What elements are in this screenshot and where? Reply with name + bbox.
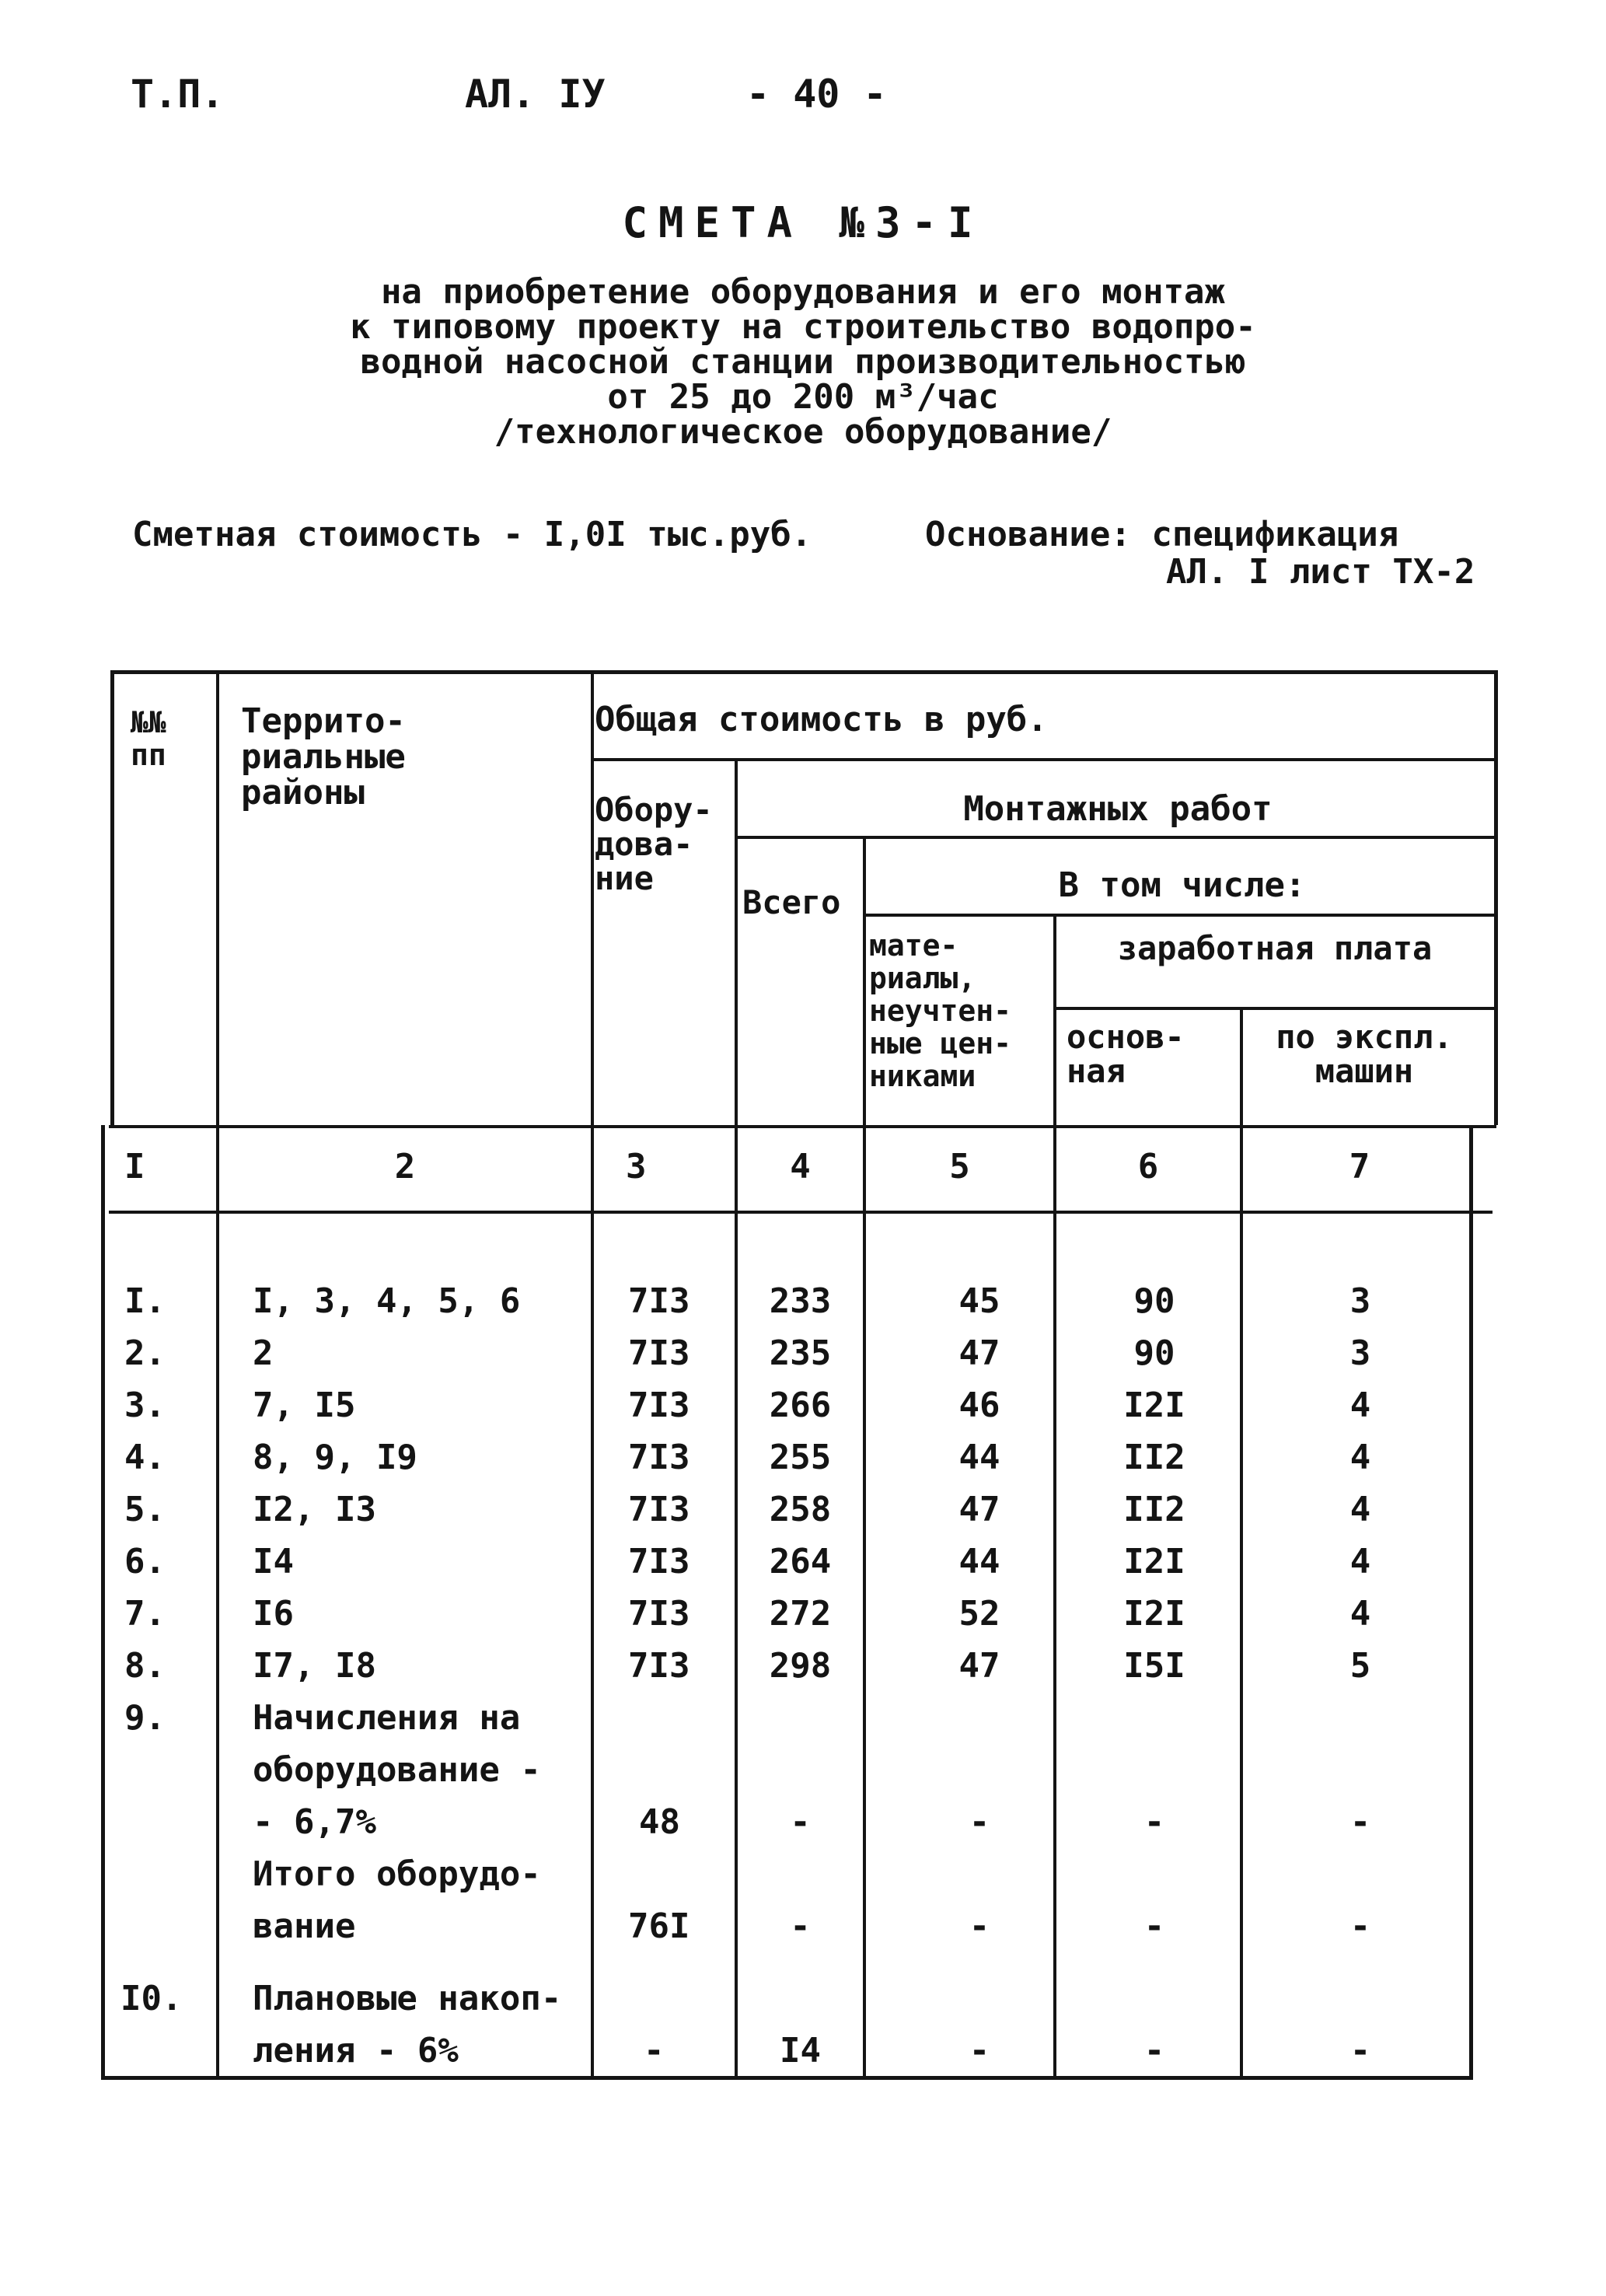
row-number: I. bbox=[124, 1281, 166, 1321]
dash-cell: - bbox=[1143, 2031, 1165, 2071]
row-materials: 45 bbox=[958, 1281, 1000, 1321]
row-region: 8, 9, I9 bbox=[253, 1438, 417, 1477]
col-header-materials: мате- риалы, неучтен- ные цен- никами bbox=[869, 928, 1012, 1093]
row-number: 3. bbox=[124, 1386, 166, 1425]
row-number: 4. bbox=[124, 1438, 166, 1477]
row-basic-wage: I2I bbox=[1123, 1542, 1185, 1581]
row-equipment: 7I3 bbox=[628, 1438, 690, 1477]
subtitle-line: /технологическое оборудование/ bbox=[494, 412, 1112, 452]
row-label-line: - 6,7% bbox=[253, 1802, 376, 1842]
row-materials: 44 bbox=[958, 1438, 1000, 1477]
row-equipment: 7I3 bbox=[628, 1333, 690, 1373]
row-equipment: 7I3 bbox=[628, 1646, 690, 1686]
dash-cell: - bbox=[969, 1802, 990, 1842]
row-machine-wage: 4 bbox=[1349, 1490, 1371, 1529]
row-materials: 47 bbox=[958, 1490, 1000, 1529]
col-header-machine-wage: по экспл. машин bbox=[1276, 1018, 1453, 1090]
row-machine-wage: 5 bbox=[1349, 1646, 1371, 1686]
col-header-total: Всего bbox=[742, 883, 841, 921]
row-basic-wage: II2 bbox=[1123, 1490, 1185, 1529]
basis-reference: АЛ. I лист ТХ-2 bbox=[1166, 552, 1475, 592]
subtitle-line: на приобретение оборудования и его монтаж bbox=[380, 272, 1226, 312]
row-equipment: 48 bbox=[639, 1802, 680, 1842]
row-machine-wage: 4 bbox=[1349, 1542, 1371, 1581]
row-install-total: 272 bbox=[769, 1594, 832, 1634]
row-equipment: 7I3 bbox=[628, 1281, 690, 1321]
basis-label: Основание: спецификация bbox=[925, 515, 1399, 554]
col-header-total-cost: Общая стоимость в руб. bbox=[595, 700, 1048, 739]
col-header-regions: Террито- риальные районы bbox=[241, 701, 406, 813]
row-machine-wage: 4 bbox=[1349, 1386, 1371, 1425]
row-basic-wage: I2I bbox=[1123, 1594, 1185, 1634]
estimated-cost: Сметная стоимость - I,0I тыс.руб. bbox=[132, 515, 812, 554]
row-region: 7, I5 bbox=[253, 1386, 356, 1425]
row-equipment: 7I3 bbox=[628, 1386, 690, 1425]
row-equipment: 7I3 bbox=[628, 1490, 690, 1529]
dash-cell: - bbox=[790, 1802, 811, 1842]
row-region: I, 3, 4, 5, 6 bbox=[253, 1281, 521, 1321]
row-basic-wage: I5I bbox=[1123, 1646, 1185, 1686]
subtitle-line: водной насосной станции производительностью bbox=[360, 342, 1246, 382]
row-number: 7. bbox=[124, 1594, 166, 1634]
col-number: I bbox=[124, 1147, 145, 1186]
row-label-line: Плановые накоп- bbox=[253, 1979, 562, 2018]
row-region: I2, I3 bbox=[253, 1490, 376, 1529]
row-materials: 46 bbox=[958, 1386, 1000, 1425]
row-label-line: Итого оборудо- bbox=[253, 1854, 541, 1894]
dash-cell: - bbox=[1349, 1906, 1371, 1946]
col-number: 3 bbox=[626, 1147, 647, 1186]
dash-cell: - bbox=[1349, 2031, 1371, 2071]
col-header-wages: заработная плата bbox=[1117, 929, 1433, 967]
row-label-line: вание bbox=[253, 1906, 356, 1946]
row-install-total: 298 bbox=[769, 1646, 832, 1686]
row-equipment: 7I3 bbox=[628, 1594, 690, 1634]
row-install-total: 233 bbox=[769, 1281, 832, 1321]
row-install-total: I4 bbox=[780, 2031, 821, 2071]
subtitle-line: от 25 до 200 м³/час bbox=[607, 377, 999, 417]
dash-cell: - bbox=[969, 2031, 990, 2071]
row-machine-wage: 3 bbox=[1349, 1281, 1371, 1321]
document-title: СМЕТА №3-I bbox=[622, 198, 984, 247]
row-basic-wage: II2 bbox=[1123, 1438, 1185, 1477]
dash-cell: - bbox=[790, 1906, 811, 1946]
dash-cell: - bbox=[1349, 1802, 1371, 1842]
row-materials: 52 bbox=[958, 1594, 1000, 1634]
col-header-basic-wage: основ- ная bbox=[1067, 1018, 1185, 1090]
col-number: 2 bbox=[394, 1147, 416, 1186]
row-region: 2 bbox=[253, 1333, 274, 1373]
row-materials: 44 bbox=[958, 1542, 1000, 1581]
row-region: I6 bbox=[253, 1594, 294, 1634]
row-label-line: ления - 6% bbox=[253, 2031, 459, 2071]
page-number: - 40 - bbox=[746, 72, 887, 117]
row-install-total: 235 bbox=[769, 1333, 832, 1373]
row-equipment: - bbox=[644, 2031, 665, 2071]
dash-cell: - bbox=[1143, 1906, 1165, 1946]
row-number: 9. bbox=[124, 1698, 166, 1738]
row-label-line: Начисления на bbox=[253, 1698, 521, 1738]
row-number: 6. bbox=[124, 1542, 166, 1581]
album-code: АЛ. IУ bbox=[465, 72, 606, 117]
row-machine-wage: 3 bbox=[1349, 1333, 1371, 1373]
subtitle-line: к типовому проекту на строительство водопро- bbox=[350, 307, 1256, 347]
col-number: 5 bbox=[949, 1147, 970, 1186]
row-number: 8. bbox=[124, 1646, 166, 1686]
row-region: I4 bbox=[253, 1542, 294, 1581]
row-basic-wage: 90 bbox=[1133, 1281, 1175, 1321]
row-install-total: 266 bbox=[769, 1386, 832, 1425]
col-number: 6 bbox=[1137, 1147, 1159, 1186]
col-number: 7 bbox=[1349, 1147, 1370, 1186]
row-label-line: оборудование - bbox=[253, 1750, 541, 1790]
row-region: I7, I8 bbox=[253, 1646, 376, 1686]
row-number: I0. bbox=[120, 1979, 183, 2018]
row-equipment: 7I3 bbox=[628, 1542, 690, 1581]
row-materials: 47 bbox=[958, 1646, 1000, 1686]
row-basic-wage: I2I bbox=[1123, 1386, 1185, 1425]
row-machine-wage: 4 bbox=[1349, 1594, 1371, 1634]
row-install-total: 255 bbox=[769, 1438, 832, 1477]
dash-cell: - bbox=[1143, 1802, 1165, 1842]
row-install-total: 264 bbox=[769, 1542, 832, 1581]
row-machine-wage: 4 bbox=[1349, 1438, 1371, 1477]
row-number: 5. bbox=[124, 1490, 166, 1529]
dash-cell: - bbox=[969, 1906, 990, 1946]
col-header-installation: Монтажных работ bbox=[963, 789, 1273, 829]
row-equipment: 76I bbox=[628, 1906, 690, 1946]
row-number: 2. bbox=[124, 1333, 166, 1373]
row-basic-wage: 90 bbox=[1133, 1333, 1175, 1373]
row-install-total: 258 bbox=[769, 1490, 832, 1529]
col-number: 4 bbox=[790, 1147, 811, 1186]
col-header-equipment: Обору- дова- ние bbox=[595, 791, 713, 897]
row-materials: 47 bbox=[958, 1333, 1000, 1373]
series-code: Т.П. bbox=[131, 72, 225, 117]
col-header-including: В том числе: bbox=[1058, 865, 1306, 905]
col-header-number: №№ пп bbox=[131, 705, 166, 772]
